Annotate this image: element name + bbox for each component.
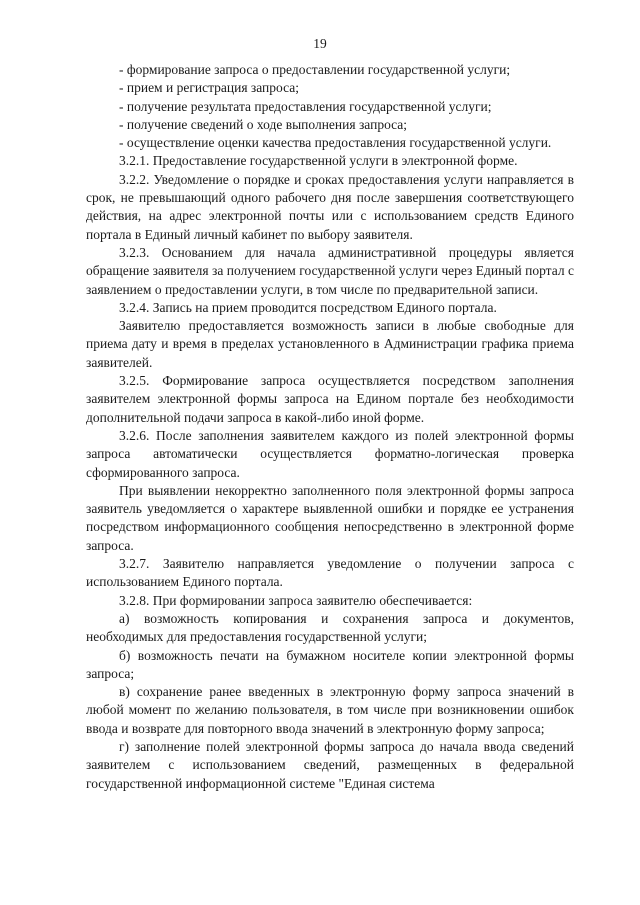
page-number: 19 [313,36,327,51]
list-item: - формирование запроса о предоставлении государственной услуги; [119,62,511,77]
paragraph: При выявлении некорректно заполненного поля электронной формы запроса заявитель уведомляется о характере выявленной ошибки и порядке ее устранения посредством информационного сообщения непосредственно в электронной форме запроса. [86,482,574,553]
list-item: - получение сведений о ходе выполнения запроса; [119,116,408,132]
paragraph: г) заполнение полей электронной формы запроса до начала ввода сведений заявителем с использованием сведений, размещенных в федеральной государственной информационной системе "Единая система [86,738,574,791]
paragraph: 3.2.5. Формирование запроса осуществляется посредством заполнения заявителем электронной формы запроса на Едином портале без необходимости дополнительной подачи запроса в какой-либо иной форме. [86,373,574,425]
paragraph: 3.2.2. Уведомление о порядке и сроках предоставления услуги направляется в срок, не превышающий одного рабочего дня после завершения соответствующего действия, на адрес электронной почты или с использованием средств Единого портала в Единый личный кабинет по выбору заявителя. [86,171,574,242]
paragraph: Заявителю предоставляется возможность записи в любые свободные для приема дату и время в пределах установленного в Администрации графика приема заявителей. [86,318,574,370]
list-item: - прием и регистрация запроса; [119,80,300,96]
document-body [86,61,574,793]
paragraph: в) сохранение ранее введенных в электронную форму запроса значений в любой момент по желанию пользователя, в том числе при возникновении ошибок ввода и возврате для повторного ввода значений в электронную форму запроса; [86,684,574,736]
paragraph: 3.2.6. После заполнения заявителем каждого из полей электронной формы запроса автоматически осуществляется форматно-логическая проверка сформированного запроса. [86,427,574,480]
list-item: - осуществление оценки качества предоставления государственной услуги. [119,135,552,151]
paragraph: б) возможность печати на бумажном носителе копии электронной формы запроса; [86,647,574,681]
paragraph: 3.2.8. При формировании запроса заявителю обеспечивается: [119,592,473,608]
paragraph: 3.2.1. Предоставление государственной услуги в электронной форме. [119,153,518,169]
paragraph: а) возможность копирования и сохранения запроса и документов, необходимых для предоставления государственной услуги; [86,610,574,645]
paragraph: 3.2.4. Запись на прием проводится посредством Единого портала. [119,299,497,315]
paragraph: 3.2.7. Заявителю направляется уведомление о получении запроса с использованием Единого портала. [86,556,574,590]
paragraph: 3.2.3. Основанием для начала административной процедуры является обращение заявителя за получением государственной услуги через Единый портал с заявлением о предоставлении услуги, в том числе по предварительной записи. [86,244,574,297]
list-item: - получение результата предоставления государственной услуги; [119,98,492,114]
